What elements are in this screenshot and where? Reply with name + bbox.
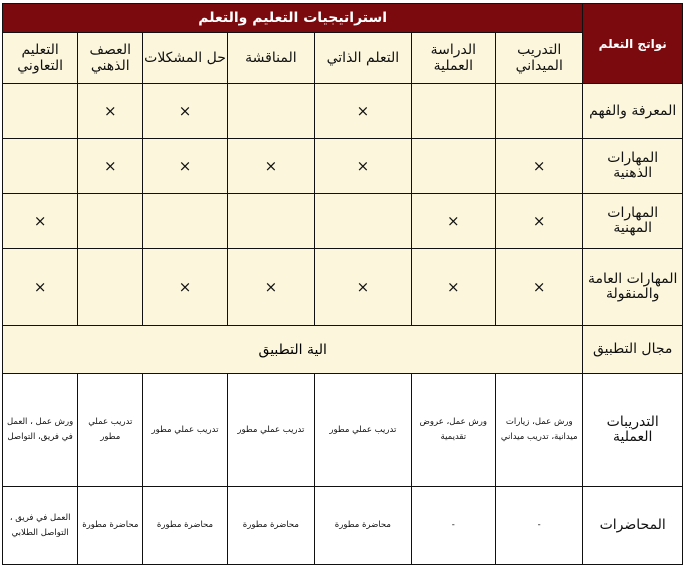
strategies-table-wrapper <box>2 3 683 565</box>
practical-cell: ورش عمل، زيارات ميدانية، تدريب ميداني <box>496 374 583 487</box>
mark-cell: × <box>143 139 227 194</box>
mark-cell: × <box>78 139 143 194</box>
mark-cell: × <box>496 249 583 326</box>
outcome-row <box>3 194 683 249</box>
strategy-header: المناقشة <box>227 33 314 84</box>
strategy-header-row <box>3 33 683 84</box>
practical-cell: تدريب عملي مطور <box>78 374 143 487</box>
lectures-row <box>3 487 683 565</box>
mark-cell <box>227 84 314 139</box>
mark-cell: × <box>411 249 495 326</box>
lectures-cell: - <box>411 487 495 565</box>
outcome-label: المهارات العامة والمنقولة <box>583 249 683 326</box>
mark-cell <box>227 194 314 249</box>
mark-cell <box>78 194 143 249</box>
outcome-row <box>3 84 683 139</box>
mark-cell: × <box>496 194 583 249</box>
mark-cell: × <box>411 194 495 249</box>
mark-cell <box>3 84 78 139</box>
strategy-header: التعلم الذاتي <box>315 33 412 84</box>
lectures-cell: العمل في فريق ، التواصل الطلابي <box>3 487 78 565</box>
practical-cell: تدريب عملي مطور <box>227 374 314 487</box>
outcome-label: المهارات الذهنية <box>583 139 683 194</box>
practical-cell: ورش عمل، عروض تقديمية <box>411 374 495 487</box>
mark-cell <box>496 84 583 139</box>
practical-label: التدريبات العملية <box>583 374 683 487</box>
outcome-row <box>3 249 683 326</box>
mark-cell: × <box>143 84 227 139</box>
mark-cell: × <box>227 249 314 326</box>
application-field-label: مجال التطبيق <box>583 326 683 374</box>
lectures-cell: محاضرة مطورة <box>143 487 227 565</box>
mark-cell: × <box>315 84 412 139</box>
strategy-header: حل المشكلات <box>143 33 227 84</box>
lectures-cell: - <box>496 487 583 565</box>
practical-cell: تدريب عملي مطور <box>315 374 412 487</box>
title-row <box>3 4 683 33</box>
mark-cell: × <box>143 249 227 326</box>
mark-cell <box>143 194 227 249</box>
strategy-header: الدراسة العملية <box>411 33 495 84</box>
mark-cell: × <box>315 139 412 194</box>
mark-cell <box>411 139 495 194</box>
mark-cell <box>411 84 495 139</box>
strategies-outcomes-table <box>2 3 683 565</box>
outcomes-header: نواتج التعلم <box>583 4 683 84</box>
lectures-cell: محاضرة مطورة <box>78 487 143 565</box>
application-header-row <box>3 326 683 374</box>
lectures-label: المحاضرات <box>583 487 683 565</box>
mark-cell: × <box>3 194 78 249</box>
outcome-label: المعرفة والفهم <box>583 84 683 139</box>
lectures-cell: محاضرة مطورة <box>227 487 314 565</box>
lectures-cell: محاضرة مطورة <box>315 487 412 565</box>
practical-row <box>3 374 683 487</box>
application-mechanism-label: الية التطبيق <box>3 326 583 374</box>
strategy-header: العصف الذهني <box>78 33 143 84</box>
practical-cell: تدريب عملي مطور <box>143 374 227 487</box>
outcome-label: المهارات المهنية <box>583 194 683 249</box>
mark-cell <box>78 249 143 326</box>
mark-cell: × <box>496 139 583 194</box>
mark-cell: × <box>227 139 314 194</box>
mark-cell <box>3 139 78 194</box>
mark-cell <box>315 194 412 249</box>
strategy-header: التعليم التعاوني <box>3 33 78 84</box>
outcome-row <box>3 139 683 194</box>
strategy-header: التدريب الميداني <box>496 33 583 84</box>
table-title: استراتيجيات التعليم والتعلم <box>3 4 583 33</box>
practical-cell: ورش عمل ، العمل في فريق، التواصل <box>3 374 78 487</box>
mark-cell: × <box>315 249 412 326</box>
mark-cell: × <box>78 84 143 139</box>
mark-cell: × <box>3 249 78 326</box>
